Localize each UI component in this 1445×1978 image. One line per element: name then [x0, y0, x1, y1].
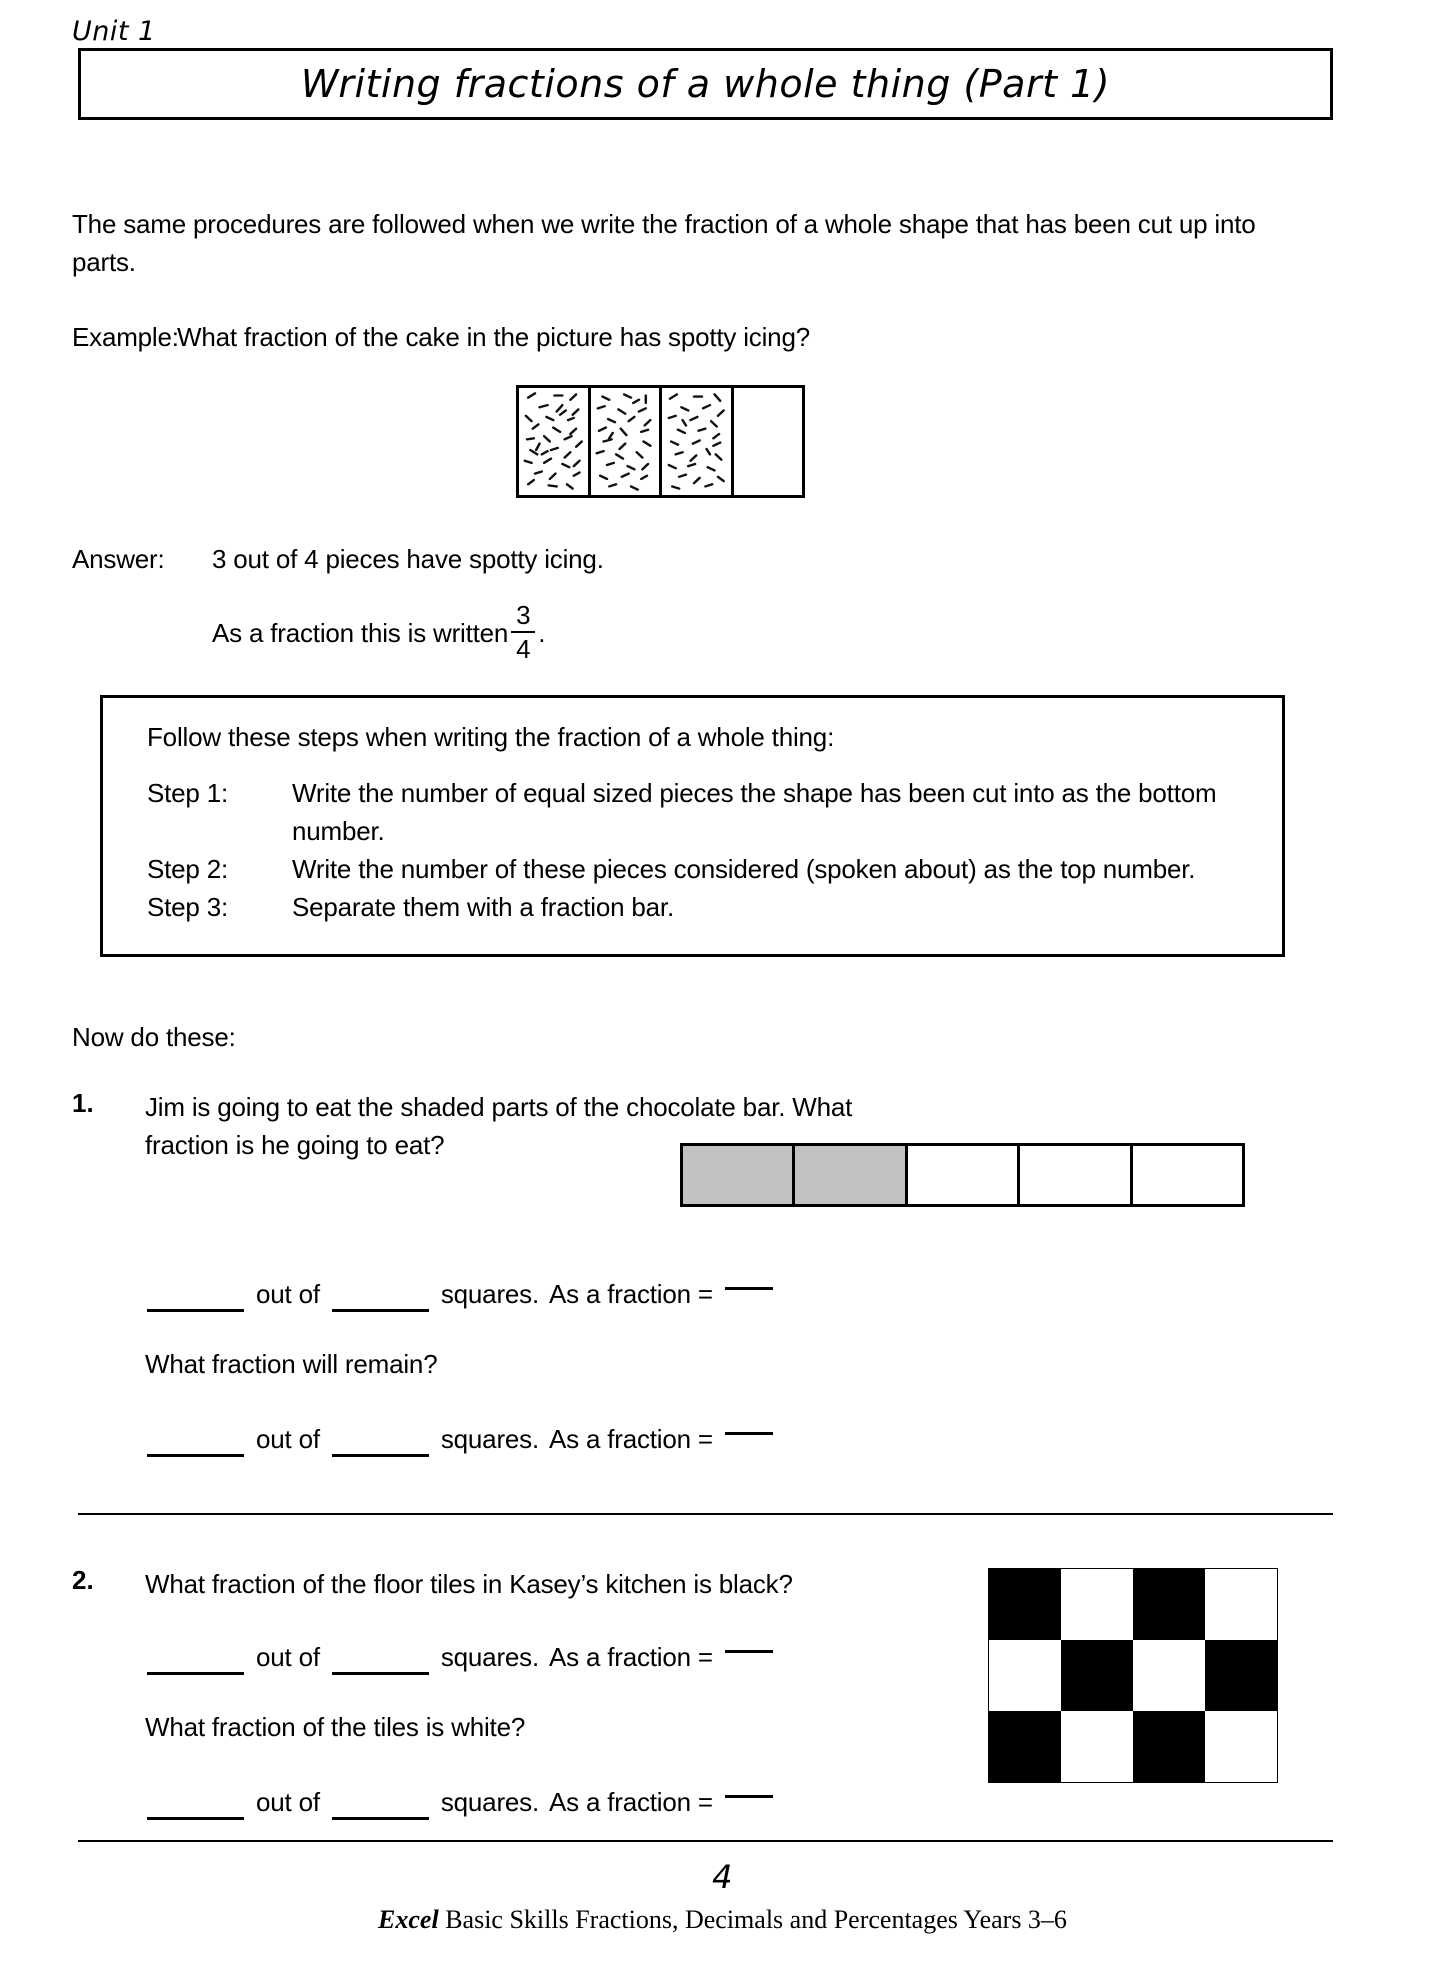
- q1-r2-blank-denominator[interactable]: [332, 1430, 429, 1457]
- example-question: What fraction of the cake in the picture has spotty icing?: [177, 322, 810, 352]
- unit-label: Unit 1: [72, 16, 156, 47]
- cake-piece-2-iced: [591, 388, 663, 495]
- question-1-answer-row-2: [145, 1420, 773, 1458]
- question-1-sub-question: What fraction will remain?: [145, 1349, 438, 1379]
- q1-r2-blank-numerator[interactable]: [147, 1430, 244, 1457]
- page-title-box: [78, 48, 1333, 120]
- question-2-answer-row-1: [145, 1638, 773, 1676]
- fraction-numerator: 3: [516, 600, 531, 630]
- answer-fraction-line: [212, 600, 1112, 664]
- chocolate-cell-2-shaded: [795, 1146, 907, 1204]
- q1-r1-as-a-fraction-label: As a fraction =: [548, 1279, 713, 1309]
- q1-r1-squares-label: squares.: [440, 1279, 539, 1309]
- q2-r2-fraction-bar[interactable]: [725, 1795, 773, 1798]
- q2-r1-blank-denominator[interactable]: [332, 1648, 429, 1675]
- divider-rule-2: [78, 1840, 1333, 1842]
- answer-fraction-suffix: .: [538, 618, 546, 648]
- tile-r3c1: [989, 1711, 1061, 1782]
- tile-r1c4: [1205, 1569, 1277, 1640]
- chocolate-cell-3-plain: [908, 1146, 1020, 1204]
- chocolate-cell-4-plain: [1020, 1146, 1132, 1204]
- step-3-label: Step 3:: [147, 892, 228, 922]
- step-row-3: [147, 888, 1282, 926]
- q2-r2-blank-numerator[interactable]: [147, 1793, 244, 1820]
- q2-r2-squares-label: squares.: [440, 1787, 539, 1817]
- q2-r2-out-of-label: out of: [256, 1787, 320, 1817]
- q1-r1-fraction-bar[interactable]: [725, 1287, 773, 1290]
- tile-r1c2: [1061, 1569, 1133, 1640]
- q1-r1-blank-denominator[interactable]: [332, 1285, 429, 1312]
- question-2-number: 2.: [72, 1565, 94, 1595]
- answer-fraction-prefix: As a fraction this is written: [212, 618, 509, 648]
- q2-r1-blank-numerator[interactable]: [147, 1648, 244, 1675]
- fraction-bar: [511, 631, 535, 633]
- tile-r3c4: [1205, 1711, 1277, 1782]
- q1-r2-as-a-fraction-label: As a fraction =: [548, 1424, 713, 1454]
- question-1-answer-row-1: [145, 1275, 773, 1313]
- q2-r2-blank-denominator[interactable]: [332, 1793, 429, 1820]
- tile-r3c3: [1133, 1711, 1205, 1782]
- answer-text: 3 out of 4 pieces have spotty icing.: [212, 544, 604, 574]
- cake-piece-4-plain: [734, 388, 803, 495]
- chocolate-cell-5-plain: [1133, 1146, 1242, 1204]
- intro-paragraph: The same procedures are followed when we write the fraction of a whole shape that has been cut up into parts.: [72, 209, 1256, 277]
- question-2-text: What fraction of the floor tiles in Kasey’s kitchen is black?: [145, 1569, 793, 1599]
- question-1-number: 1.: [72, 1088, 94, 1118]
- now-do-these-heading: Now do these:: [72, 1022, 236, 1052]
- divider-rule-1: [78, 1513, 1333, 1515]
- step-1-label: Step 1:: [147, 778, 228, 808]
- cake-piece-1-iced: [519, 388, 591, 495]
- q2-r1-fraction-bar[interactable]: [725, 1650, 773, 1653]
- question-2-answer-row-2: [145, 1783, 773, 1821]
- q2-r2-as-a-fraction-label: As a fraction =: [548, 1787, 713, 1817]
- q1-r1-out-of-label: out of: [256, 1279, 320, 1309]
- step-3-text: Separate them with a fraction bar.: [292, 892, 674, 922]
- q2-r1-as-a-fraction-label: As a fraction =: [548, 1642, 713, 1672]
- step-2-text: Write the number of these pieces considered (spoken about) as the top number.: [292, 854, 1196, 884]
- fraction-three-quarters: [511, 602, 535, 662]
- question-1-text: Jim is going to eat the shaded parts of the chocolate bar. What fraction is he going to eat?: [145, 1092, 853, 1160]
- cake-piece-3-iced: [662, 388, 734, 495]
- q1-r2-squares-label: squares.: [440, 1424, 539, 1454]
- footer-line: [0, 1905, 1445, 1935]
- answer-line: [72, 540, 1172, 578]
- q1-r2-out-of-label: out of: [256, 1424, 320, 1454]
- example-line: [72, 318, 1272, 356]
- q2-r1-squares-label: squares.: [440, 1642, 539, 1672]
- tile-r2c2: [1061, 1640, 1133, 1711]
- tile-r2c4: [1205, 1640, 1277, 1711]
- answer-label: Answer:: [72, 544, 165, 574]
- step-2-label: Step 2:: [147, 854, 228, 884]
- step-row-1: [147, 774, 1282, 850]
- footer-brand: Excel: [378, 1905, 439, 1934]
- page-number: 4: [712, 1858, 733, 1896]
- footer-text: Basic Skills Fractions, Decimals and Percentages Years 3–6: [438, 1905, 1067, 1934]
- q1-r1-blank-numerator[interactable]: [147, 1285, 244, 1312]
- steps-intro: Follow these steps when writing the fraction of a whole thing:: [147, 722, 835, 752]
- tile-r1c3: [1133, 1569, 1205, 1640]
- chocolate-cell-1-shaded: [683, 1146, 795, 1204]
- cake-diagram: [516, 385, 805, 498]
- q2-r1-out-of-label: out of: [256, 1642, 320, 1672]
- q1-r2-fraction-bar[interactable]: [725, 1432, 773, 1435]
- steps-box: [100, 695, 1285, 957]
- tile-r3c2: [1061, 1711, 1133, 1782]
- page-title: Writing fractions of a whole thing (Part 1): [300, 62, 1111, 106]
- step-row-2: [147, 850, 1282, 888]
- tile-r1c1: [989, 1569, 1061, 1640]
- kitchen-tile-grid: [988, 1568, 1278, 1783]
- tile-r2c1: [989, 1640, 1061, 1711]
- step-1-text: Write the number of equal sized pieces the shape has been cut into as the bottom number.: [292, 778, 1217, 846]
- example-label: Example:: [72, 322, 179, 352]
- question-2-sub-question: What fraction of the tiles is white?: [145, 1712, 526, 1742]
- tile-r2c3: [1133, 1640, 1205, 1711]
- chocolate-bar-diagram: [680, 1143, 1245, 1207]
- fraction-denominator: 4: [516, 634, 531, 664]
